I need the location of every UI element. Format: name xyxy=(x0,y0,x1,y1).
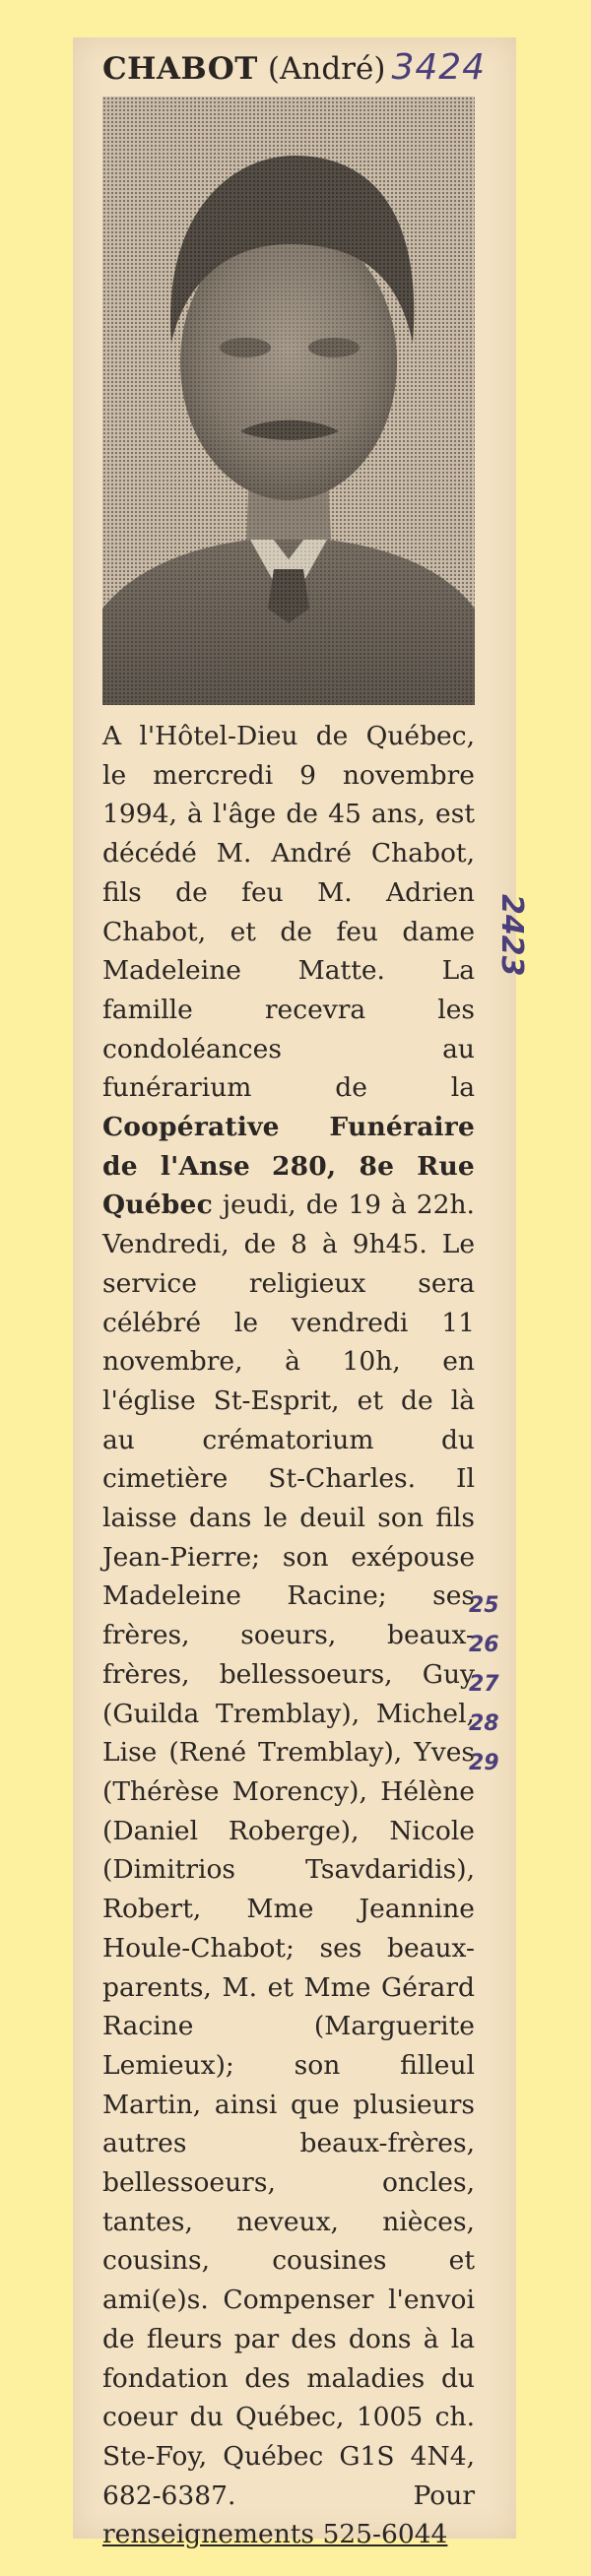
handwritten-note-29: 29 xyxy=(469,1751,499,1775)
obituary-paragraph-details: jeudi, de 19 à 22h. Vendredi, de 8 à 9h45. Le service religieux sera célébré le vendredi 11 novembre, à 10h, en l'église St-Esprit, et de là au crématorium du cimetière St-Charles. Il laisse dans le deuil son fils Jean-Pierre; son exépouse Madeleine Racine; ses frères, soeurs, beaux-frères, bellessoeurs, Guy (Guilda Tremblay), Michel, Lise (René Tremblay), Yves (Thérèse Morency), Hélène (Daniel Roberge), Nicole (Dimitrios Tsavdaridis), Robert, Mme Jeannine Houle-Chabot; ses beaux-parents, M. et Mme Gérard Racine (Marguerite Lemieux); son filleul Martin, ainsi que plusieurs autres beaux-frères, bellessoeurs, oncles, tantes, neveux, nièces, cousins, cousines et ami(e)s. Compenser l'envoi de fleurs par des dons à la fondation des maladies du coeur du Québec, 1005 ch. Ste-Foy, Québec G1S 4N4, 682-6387. Pour xyxy=(102,1190,475,2511)
obituary-text xyxy=(102,717,475,2554)
funeral-home-address: 280, 8e Rue xyxy=(272,1150,475,1182)
newspaper-clipping xyxy=(73,37,529,2550)
deceased-surname: CHABOT xyxy=(102,51,258,87)
funeral-home-city: Québec xyxy=(102,1190,213,1221)
handwritten-side-number: 2423 xyxy=(494,894,529,977)
information-phone: renseignements 525-6044 xyxy=(102,2519,448,2550)
handwritten-note-27: 27 xyxy=(469,1672,499,1697)
funeral-home-name: Coopérative Funéraire de l'Anse xyxy=(102,1112,475,1182)
handwritten-note-25: 25 xyxy=(469,1593,499,1618)
deceased-given-name: (André) xyxy=(267,51,386,87)
handwritten-catalog-number: 3424 xyxy=(391,47,487,88)
portrait-photo xyxy=(102,97,475,705)
obituary-paragraph-intro: A l'Hôtel-Dieu de Québec, le mercredi 9 novembre 1994, à l'âge de 45 ans, est décédé M. André Chabot, fils de feu M. Adrien Chabot, et de feu dame Madeleine Matte. La famille recevra les condoléances au funérarium de la xyxy=(102,721,475,1104)
handwritten-note-28: 28 xyxy=(469,1711,499,1736)
handwritten-note-26: 26 xyxy=(469,1633,499,1657)
